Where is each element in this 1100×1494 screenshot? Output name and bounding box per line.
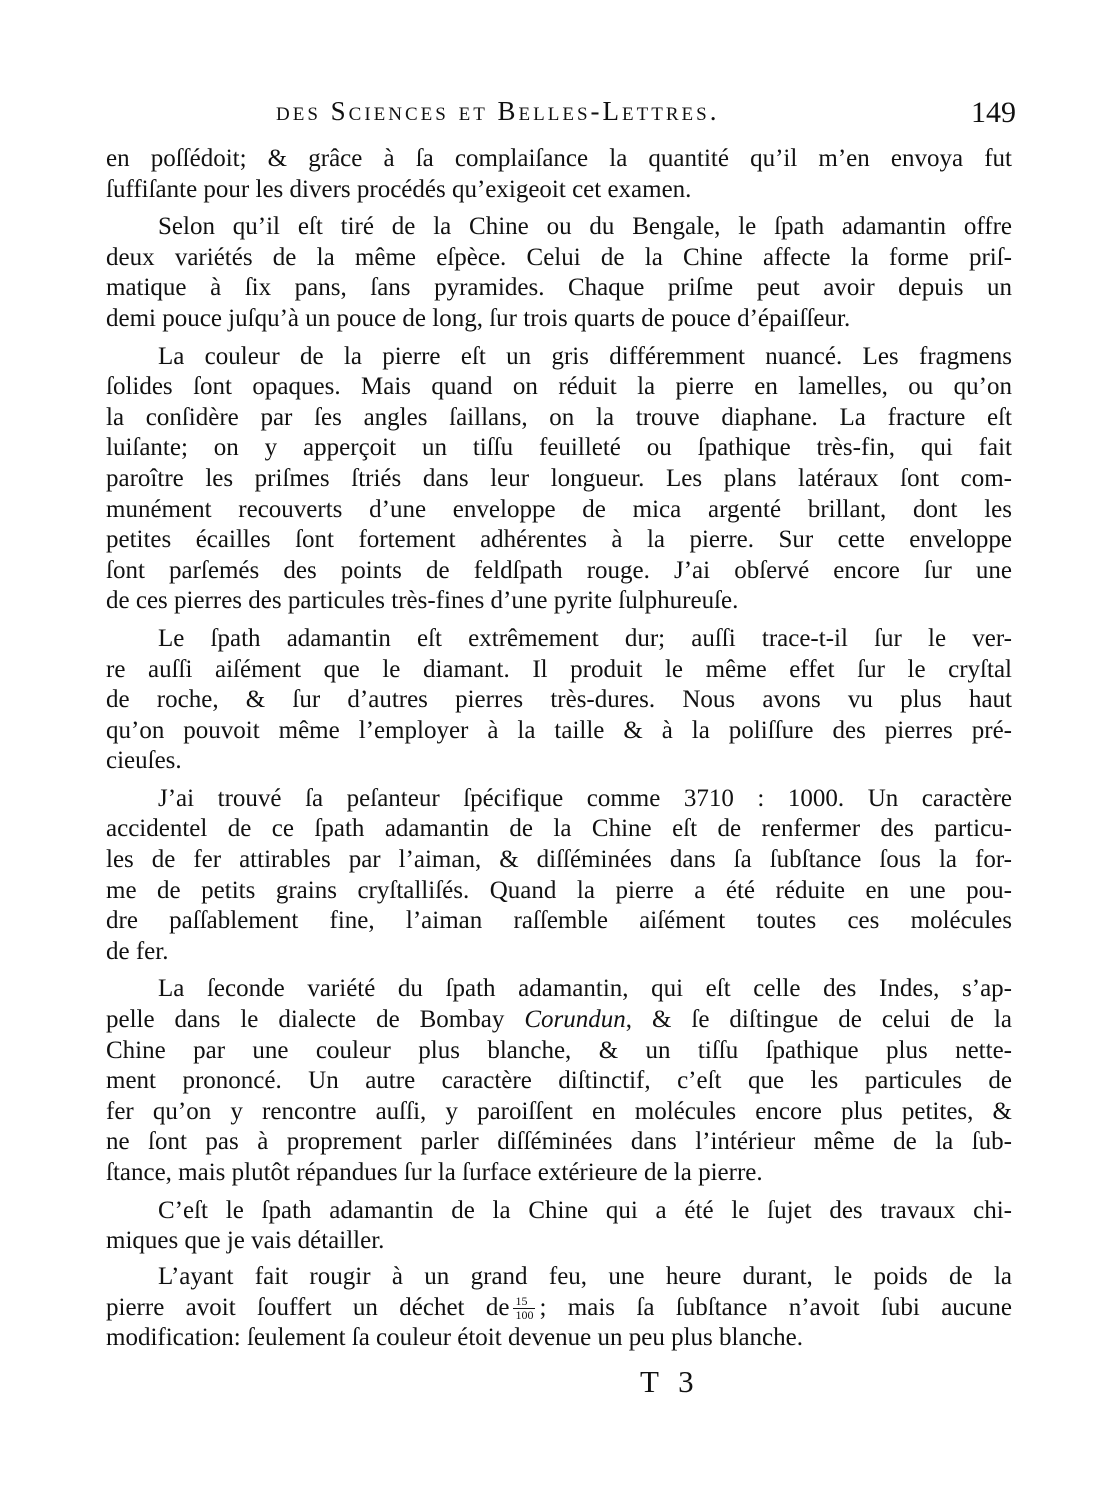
running-head xyxy=(276,96,1016,136)
fraction-denominator: 100 xyxy=(515,1308,534,1323)
paragraph-line: miques que je vais détailler. xyxy=(106,1227,385,1255)
body-text xyxy=(106,144,1012,1264)
paragraph xyxy=(106,212,1012,334)
paragraph-line xyxy=(106,1293,1012,1324)
paragraph-line: munément recouverts d’une enveloppe de mica argenté brillant, dont les xyxy=(106,495,1012,523)
paragraph-line: de fer. xyxy=(106,937,169,965)
paragraph-line: Chine par une couleur plus blanche, & un tiſſu ſpathique plus nette- xyxy=(106,1036,1012,1064)
paragraph xyxy=(106,1196,1012,1257)
paragraph-line: paroître les priſmes ſtriés dans leur longueur. Les plans latéraux ſont com- xyxy=(106,464,1012,492)
paragraph-line: ne ſont pas à proprement parler diſſéminées dans l’intérieur même de la ſub- xyxy=(106,1128,1012,1156)
paragraph-line: ſolides ſont opaques. Mais quand on réduit la pierre en lamelles, ou qu’on xyxy=(106,373,1012,401)
paragraph-line: me de petits grains cryſtalliſés. Quand la pierre a été réduite en une pou- xyxy=(106,876,1012,904)
paragraph-line: La ſeconde variété du ſpath adamantin, qui eſt celle des Indes, s’ap- xyxy=(158,975,1012,1003)
line-text: pierre avoit ſouffert un déchet de xyxy=(106,1293,510,1321)
paragraph-line: ſont parſemés des points de feldſpath rouge. J’ai obſervé encore ſur une xyxy=(106,556,1012,584)
paragraph-line: demi pouce juſqu’à un pouce de long, ſur trois quarts de pouce d’épaiſſeur. xyxy=(106,304,851,332)
paragraph-line: Selon qu’il eſt tiré de la Chine ou du Bengale, le ſpath adamantin offre xyxy=(158,213,1012,241)
paragraph xyxy=(106,144,1012,205)
paragraph-line: de ces pierres des particules très-fines d’une pyrite ſulphureuſe. xyxy=(106,587,739,615)
paragraph xyxy=(106,784,1012,968)
page-number: 149 xyxy=(971,96,1016,129)
paragraph xyxy=(106,974,1012,1188)
paragraph-line: fer qu’on y rencontre auſſi, y paroiſſent en molécules encore plus petites, & xyxy=(106,1097,1012,1125)
paragraph-line: en poſſédoit; & grâce à ſa complaiſance la quantité qu’il m’en envoya fut xyxy=(106,145,1012,172)
paragraph-line: Le ſpath adamantin eſt extrêmement dur; auſſi trace-t-il ſur le ver- xyxy=(158,624,1012,652)
paragraph-final xyxy=(106,1262,1012,1354)
paragraph xyxy=(106,624,1012,777)
paragraph-line: La couleur de la pierre eſt un gris différemment nuancé. Les fragmens xyxy=(158,342,1012,370)
paragraph-line: petites écailles ſont fortement adhérentes à la pierre. Sur cette enveloppe xyxy=(106,526,1012,554)
italic-term: Corundun xyxy=(524,1006,626,1034)
signature-mark: T 3 xyxy=(640,1364,700,1399)
paragraph xyxy=(106,342,1012,617)
paragraph-line: la conſidère par ſes angles ſaillans, on la trouve diaphane. La fracture eſt xyxy=(106,403,1012,431)
paragraph-line: ſuffiſante pour les divers procédés qu’exigeoit cet examen. xyxy=(106,175,692,203)
paragraph-line: luiſante; on y apperçoit un tiſſu feuilleté ou ſpathique très-fin, qui fait xyxy=(106,434,1012,462)
paragraph-line: pelle dans le dialecte de Bombay Corundun, & ſe diſtingue de celui de la xyxy=(106,1006,1012,1034)
paragraph-line: de roche, & ſur d’autres pierres très-dures. Nous avons vu plus haut xyxy=(106,686,1012,714)
fraction xyxy=(513,1295,535,1322)
paragraph-line: ſtance, mais plutôt répandues ſur la ſurface extérieure de la pierre. xyxy=(106,1159,763,1186)
running-title: des Sciences et Belles-Lettres. xyxy=(276,96,720,126)
paragraph-line: les de fer attirables par l’aiman, & diſſéminées dans ſa ſubſtance ſous la for- xyxy=(106,846,1012,874)
paragraph-line: re auſſi aiſément que le diamant. Il produit le même effet ſur le cryſtal xyxy=(106,655,1012,683)
fraction-numerator: 15 xyxy=(513,1295,535,1309)
paragraph-line: cieuſes. xyxy=(106,747,182,775)
paragraph-line: ment prononcé. Un autre caractère diſtinctif, c’eſt que les particules de xyxy=(106,1067,1012,1095)
paragraph-line: matique à ſix pans, ſans pyramides. Chaque priſme peut avoir depuis un xyxy=(106,274,1012,302)
paragraph-line: C’eſt le ſpath adamantin de la Chine qui a été le ſujet des travaux chi- xyxy=(158,1196,1012,1224)
line-text: ; mais ſa ſubſtance n’avoit ſubi aucune xyxy=(539,1293,1012,1321)
paragraph-line: L’ayant fait rougir à un grand feu, une heure durant, le poids de la xyxy=(158,1263,1012,1290)
paragraph-line: qu’on pouvoit même l’employer à la taille & à la poliſſure des pierres pré- xyxy=(106,716,1012,744)
paragraph-line: dre paſſablement fine, l’aiman raſſemble aiſément toutes ces molécules xyxy=(106,907,1012,935)
paragraph-line: J’ai trouvé ſa peſanteur ſpécifique comme 3710 : 1000. Un caractère xyxy=(158,784,1012,812)
paragraph-line: deux variétés de la même eſpèce. Celui de la Chine affecte la forme priſ- xyxy=(106,243,1012,271)
paragraph-line: modification: ſeulement ſa couleur étoit devenue un peu plus blanche. xyxy=(106,1324,803,1352)
paragraph-line: accidentel de ce ſpath adamantin de la Chine eſt de renfermer des particu- xyxy=(106,815,1012,843)
